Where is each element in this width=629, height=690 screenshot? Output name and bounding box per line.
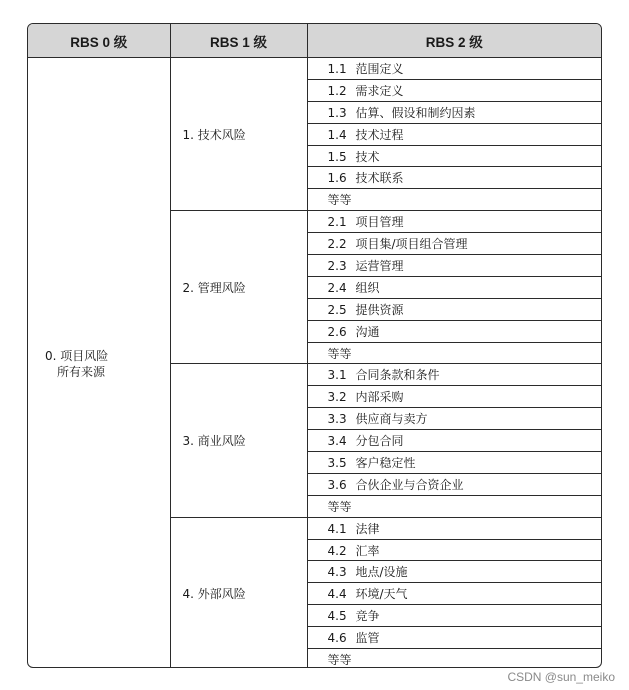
rbs-table	[28, 24, 601, 668]
rbs-level-2-cell	[307, 430, 601, 452]
item-text: 供应商与卖方	[355, 412, 428, 427]
rbs-level-2-cell	[307, 101, 601, 123]
item-number: 1.4	[327, 127, 347, 142]
item-text: 运营管理	[355, 258, 404, 273]
item-text: 地点/设施	[355, 565, 408, 580]
rbs-level-2-cell	[307, 495, 601, 517]
item-text: 监管	[355, 631, 380, 646]
item-number: 2.2	[327, 237, 347, 252]
rbs-level-1-cell: 4. 外部风险	[170, 517, 307, 668]
item-text: 分包合同	[355, 434, 404, 449]
rbs-level-0-title: 0. 项目风险	[45, 348, 109, 363]
rbs-level-1-cell: 2. 管理风险	[170, 211, 307, 364]
item-number: 2.5	[327, 302, 347, 317]
rbs-level-2-cell	[307, 276, 601, 298]
rbs-level-2-cell	[307, 233, 601, 255]
item-text: 竞争	[355, 609, 380, 624]
item-number: 2.3	[327, 258, 347, 273]
etc-label: 等等	[327, 193, 352, 208]
rbs-level-1-cell: 1. 技术风险	[170, 58, 307, 211]
rbs-level-2-cell	[307, 583, 601, 605]
item-text: 项目集/项目组合管理	[355, 237, 468, 252]
item-text: 组织	[355, 280, 380, 295]
item-text: 汇率	[355, 543, 380, 558]
etc-label: 等等	[327, 652, 352, 667]
item-number: 3.5	[327, 455, 347, 470]
header-row	[28, 24, 601, 58]
rbs-table-body	[28, 58, 601, 669]
item-text: 客户稳定性	[355, 455, 416, 470]
rbs-level-0-subtitle: 所有来源	[57, 364, 106, 379]
rbs-level-2-cell	[307, 649, 601, 668]
item-text: 合同条款和条件	[355, 368, 440, 383]
item-number: 3.3	[327, 412, 347, 427]
item-text: 范围定义	[355, 61, 404, 76]
item-text: 内部采购	[355, 390, 404, 405]
item-text: 环境/天气	[355, 587, 408, 602]
rbs-level-2-cell	[307, 79, 601, 101]
item-number: 4.2	[327, 543, 347, 558]
rbs-level-2-cell	[307, 189, 601, 211]
etc-label: 等等	[327, 499, 352, 514]
item-number: 2.6	[327, 324, 347, 339]
item-number: 1.1	[327, 61, 347, 76]
rbs-level-2-cell	[307, 627, 601, 649]
item-text: 估算、假设和制约因素	[355, 105, 476, 120]
item-number: 4.6	[327, 631, 347, 646]
item-text: 需求定义	[355, 83, 404, 98]
item-text: 技术过程	[355, 127, 404, 142]
item-number: 1.2	[327, 83, 347, 98]
rbs-level-2-cell	[307, 320, 601, 342]
item-text: 法律	[355, 521, 380, 536]
rbs-level-2-cell	[307, 255, 601, 277]
item-number: 3.1	[327, 368, 347, 383]
rbs-level-2-cell	[307, 561, 601, 583]
rbs-table-frame	[27, 23, 602, 668]
rbs-level-2-cell	[307, 408, 601, 430]
item-text: 提供资源	[355, 302, 404, 317]
rbs-level-1-cell: 3. 商业风险	[170, 364, 307, 517]
rbs-level-2-cell	[307, 539, 601, 561]
item-number: 1.3	[327, 105, 347, 120]
watermark: CSDN @sun_meiko	[507, 670, 615, 684]
rbs-level-2-cell	[307, 58, 601, 80]
rbs-level-2-cell	[307, 298, 601, 320]
rbs-level-2-cell	[307, 211, 601, 233]
item-text: 沟通	[355, 324, 380, 339]
header-rbs-level-2: RBS 2 级	[307, 24, 601, 58]
item-number: 2.1	[327, 215, 347, 230]
item-number: 1.5	[327, 149, 347, 164]
item-text: 技术	[355, 149, 380, 164]
rbs-level-2-cell	[307, 123, 601, 145]
item-number: 4.1	[327, 521, 347, 536]
rbs-level-2-cell	[307, 605, 601, 627]
header-rbs-level-0: RBS 0 级	[28, 24, 170, 58]
rbs-level-2-cell	[307, 473, 601, 495]
item-number: 3.4	[327, 434, 347, 449]
rbs-level-2-cell	[307, 452, 601, 474]
item-number: 4.4	[327, 587, 347, 602]
item-number: 3.6	[327, 477, 347, 492]
item-number: 2.4	[327, 280, 347, 295]
item-number: 4.3	[327, 565, 347, 580]
item-text: 技术联系	[355, 171, 404, 186]
rbs-level-2-cell	[307, 386, 601, 408]
rbs-level-2-cell	[307, 167, 601, 189]
item-number: 1.6	[327, 171, 347, 186]
rbs-level-2-cell	[307, 145, 601, 167]
item-text: 项目管理	[355, 215, 404, 230]
header-rbs-level-1: RBS 1 级	[170, 24, 307, 58]
item-number: 3.2	[327, 390, 347, 405]
rbs-level-2-cell	[307, 342, 601, 364]
rbs-level-2-cell	[307, 364, 601, 386]
etc-label: 等等	[327, 346, 352, 361]
item-text: 合伙企业与合资企业	[355, 477, 464, 492]
item-number: 4.5	[327, 609, 347, 624]
rbs-level-0-cell	[28, 58, 170, 669]
table-row	[28, 58, 601, 80]
rbs-level-2-cell	[307, 517, 601, 539]
